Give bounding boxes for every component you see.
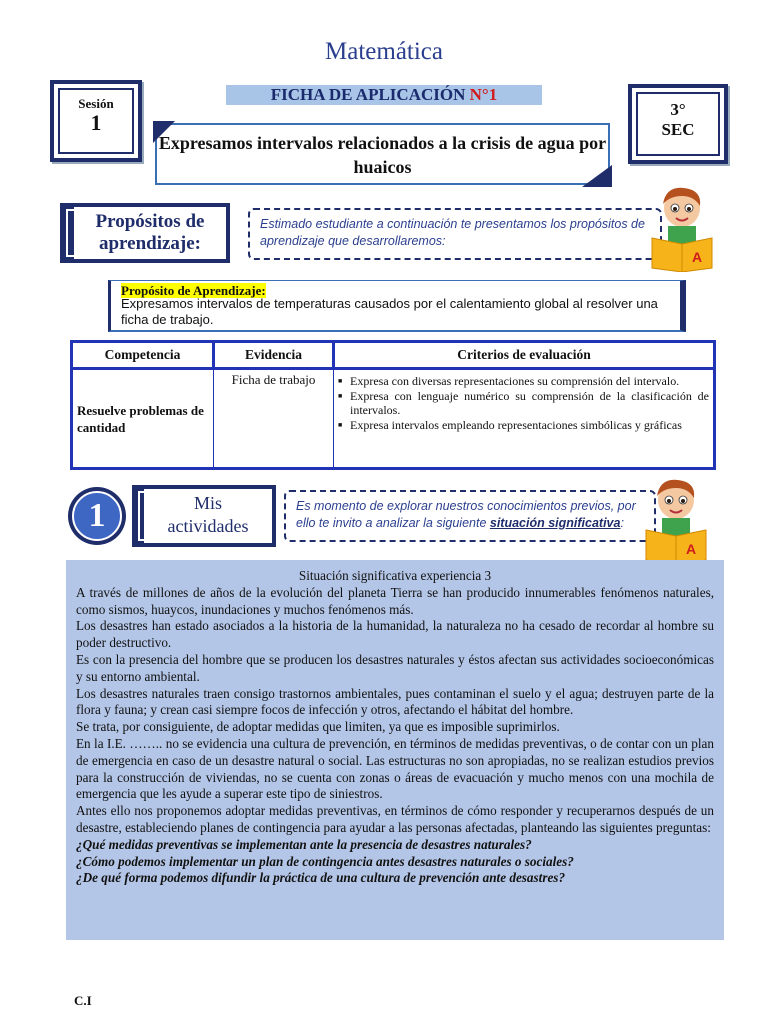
book-letter: A [692, 249, 703, 265]
session-badge-inner [54, 84, 138, 158]
situation-question: ¿Cómo podemos implementar un plan de contingencia antes desastres naturales o sociales? [76, 853, 574, 869]
activities-heading-line2: actividades [167, 516, 249, 536]
evaluation-criteria-table [70, 340, 716, 470]
situation-question: ¿Qué medidas preventivas se implementan ante la presencia de desastres naturales? [76, 836, 532, 852]
purposes-heading-box [60, 203, 230, 263]
book-letter: A [686, 541, 697, 557]
competency-cell: Resuelve problemas de cantidad [72, 369, 214, 469]
corner-triangle-icon [582, 165, 612, 187]
situation-paragraph: Antes ello nos proponemos adoptar medidas preventivas, en términos de cómo responder y recuperarnos después de un desastre, estableciendo planes de contingencia para ayudar a las personas afectadas, planteando las siguientes preguntas: [76, 803, 714, 835]
worksheet-label [226, 85, 542, 105]
activities-bubble-bold: situación significativa [489, 516, 621, 530]
criteria-item: ■ Expresa con diversas representaciones su comprensión del intervalo. [348, 374, 709, 389]
criteria-item: ■ Expresa intervalos empleando representaciones simbólicas y gráficas [348, 418, 709, 433]
activities-heading-box [132, 485, 276, 547]
situation-paragraph: Los desastres han estado asociados a la historia de la humanidad, la naturaleza no ha cesado de recordar al hombre su poder destructivo. [76, 618, 714, 651]
purposes-speech-bubble: Estimado estudiante a continuación te presentamos los propósitos de aprendizaje que desarrollaremos: [248, 208, 662, 260]
situation-title: Situación significativa experiencia 3 [298, 568, 492, 583]
activities-speech-bubble [284, 490, 656, 542]
situation-paragraph: Se trata, por consiguiente, de adoptar medidas que limiten, ya que es imposible suprimirlos. [76, 719, 560, 735]
grade-badge-inner [632, 88, 724, 160]
significant-situation-section [66, 560, 724, 940]
activity-number: 1 [72, 491, 122, 541]
criteria-item: ■ Expresa con lenguaje numérico su comprensión de la clasificación de intervalos. [348, 389, 709, 418]
footer-text: C.I [74, 993, 92, 1008]
activities-bubble-text: Es momento de explorar nuestros conocimientos previos, por ello te invito a analizar la siguiente [296, 499, 636, 530]
situation-paragraph: Es con la presencia del hombre que se producen los desastres naturales y éstos afectan sus actividades socioeconómicas y su entorno ambiental. [76, 651, 714, 684]
page-title: Matemática [325, 38, 443, 65]
purposes-heading-line1: Propósitos de [95, 211, 205, 232]
table-header: Competencia [72, 342, 214, 369]
table-header: Evidencia [214, 342, 334, 369]
activities-bubble-end: : [620, 516, 624, 530]
situation-paragraph: A través de millones de años de la evolución del planeta Tierra se han producido innumerables fenómenos naturales, como sismos, huaycos, inundaciones y muchos fenómenos más. [76, 584, 714, 617]
situation-paragraph: En la I.E. …….. no se evidencia una cultura de prevención, en términos de medidas preventivas, o de contar con un plan de emergencia en caso de un desastre natural o social. Las estructuras no son apropiadas, no se realizan estudios previos para la construcción de viviendas, no se cuenta con zonas o áreas de evacuación y mucho menos con una mochila de emergencia que les ayude a superar este tipo de siniestros. [76, 735, 714, 802]
learning-purpose-label: Propósito de Aprendizaje: [121, 283, 266, 298]
learning-purpose-text: Expresamos intervalos de temperaturas causados por el calentamiento global al resolver una ficha de trabajo. [121, 296, 658, 327]
activities-heading-line1: Mis [193, 493, 222, 513]
student-reading-icon [642, 478, 710, 564]
student-reading-icon [648, 186, 716, 272]
worksheet-number: N°1 [469, 85, 498, 104]
criteria-cell [334, 369, 715, 469]
session-label: Sesión [78, 96, 114, 111]
learning-purpose-box [108, 280, 686, 332]
experience-title: Expresamos intervalos relacionados a la crisis de agua por huaicos [158, 133, 607, 177]
grade-level: SEC [661, 120, 695, 139]
session-number: 1 [90, 110, 102, 135]
session-badge [50, 80, 142, 162]
situation-question: ¿De qué forma podemos difundir la práctica de una cultura de prevención ante desastres? [76, 870, 566, 886]
purposes-heading-line2: aprendizaje: [98, 233, 202, 254]
worksheet-label-text: FICHA DE APLICACIÓN [270, 85, 470, 104]
evidence-cell: Ficha de trabajo [214, 369, 334, 469]
activities-heading [136, 489, 272, 543]
purposes-heading [64, 207, 226, 259]
table-header: Criterios de evaluación [334, 342, 715, 369]
activity-number-badge [68, 487, 126, 545]
criteria-list [338, 374, 709, 432]
table-header-row [72, 342, 715, 369]
situation-paragraph: Los desastres naturales traen consigo trastornos ambientales, pues contaminan el suelo y el agua; destruyen parte de la flora y fauna; y crean casi siempre focos de infección y otros, afectando el hábitat del hombre. [76, 685, 714, 718]
experience-title-box [155, 123, 610, 185]
corner-triangle-icon [153, 121, 175, 143]
table-row [72, 369, 715, 469]
grade-number: 3° [670, 100, 686, 119]
grade-badge [628, 84, 728, 164]
